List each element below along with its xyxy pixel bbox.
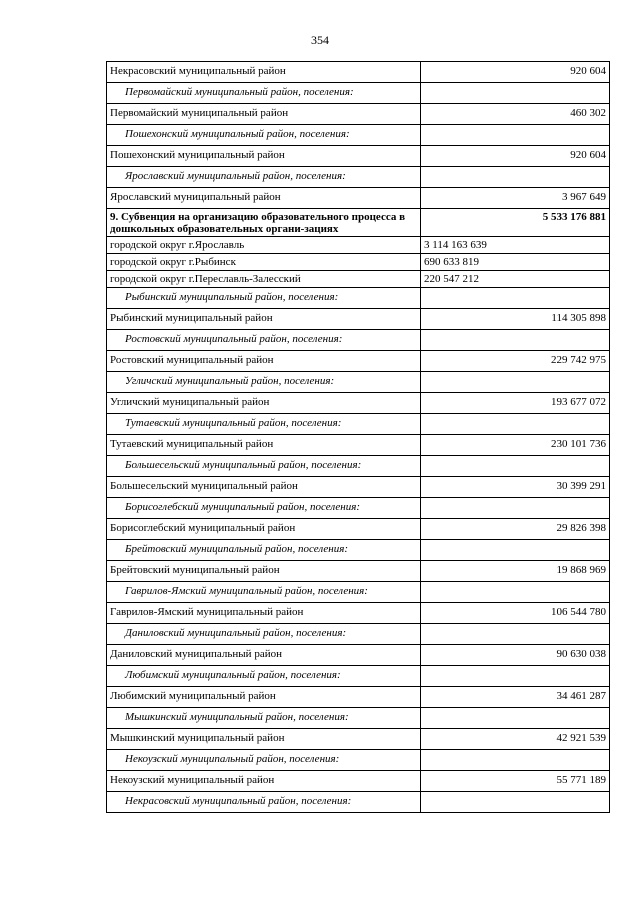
row-name-cell: Ростовский муниципальный район, поселения: — [107, 330, 421, 351]
row-amount-cell: 34 461 287 — [421, 687, 610, 708]
row-name-cell: Гаврилов-Ямский муниципальный район, поселения: — [107, 582, 421, 603]
row-amount-cell: 3 967 649 — [421, 188, 610, 209]
table-row — [107, 104, 610, 125]
subheader-row — [107, 414, 610, 435]
row-amount-cell — [421, 167, 610, 188]
row-amount-cell: 229 742 975 — [421, 351, 610, 372]
row-amount-cell — [421, 750, 610, 771]
row-amount-cell: 30 399 291 — [421, 477, 610, 498]
row-name-cell: Тутаевский муниципальный район — [107, 435, 421, 456]
table-row — [107, 188, 610, 209]
subheader-row — [107, 330, 610, 351]
row-name-cell: Ярославский муниципальный район, поселения: — [107, 167, 421, 188]
row-amount-cell: 920 604 — [421, 62, 610, 83]
row-amount-cell: 55 771 189 — [421, 771, 610, 792]
table-row — [107, 254, 610, 271]
table-row — [107, 561, 610, 582]
row-name-cell: Борисоглебский муниципальный район, поселения: — [107, 498, 421, 519]
table-row — [107, 603, 610, 624]
table-row — [107, 771, 610, 792]
row-name-cell: Некоузский муниципальный район, поселения: — [107, 750, 421, 771]
row-amount-cell — [421, 330, 610, 351]
row-name-cell: Большесельский муниципальный район, поселения: — [107, 456, 421, 477]
subheader-row — [107, 750, 610, 771]
row-amount-cell: 220 547 212 — [421, 271, 610, 288]
page-number: 354 — [311, 33, 329, 47]
subheader-row — [107, 288, 610, 309]
table-row — [107, 435, 610, 456]
subheader-row — [107, 498, 610, 519]
subheader-row — [107, 125, 610, 146]
row-name-cell: Некоузский муниципальный район — [107, 771, 421, 792]
row-name-cell: Гаврилов-Ямский муниципальный район — [107, 603, 421, 624]
table-row — [107, 393, 610, 414]
row-name-cell: Первомайский муниципальный район, поселения: — [107, 83, 421, 104]
row-amount-cell — [421, 498, 610, 519]
table-row — [107, 351, 610, 372]
subheader-row — [107, 167, 610, 188]
row-amount-cell: 920 604 — [421, 146, 610, 167]
subheader-row — [107, 540, 610, 561]
row-name-cell: Тутаевский муниципальный район, поселения: — [107, 414, 421, 435]
allocation-table-body — [107, 62, 610, 813]
row-amount-cell — [421, 666, 610, 687]
row-amount-cell: 90 630 038 — [421, 645, 610, 666]
row-name-cell: городской округ г.Ярославль — [107, 237, 421, 254]
row-name-cell: Угличский муниципальный район, поселения: — [107, 372, 421, 393]
subheader-row — [107, 624, 610, 645]
row-name-cell: городской округ г.Рыбинск — [107, 254, 421, 271]
row-name-cell: Брейтовский муниципальный район — [107, 561, 421, 582]
row-name-cell: Даниловский муниципальный район, поселения: — [107, 624, 421, 645]
subheader-row — [107, 372, 610, 393]
subheader-row — [107, 456, 610, 477]
row-amount-cell: 114 305 898 — [421, 309, 610, 330]
row-name-cell: Угличский муниципальный район — [107, 393, 421, 414]
row-amount-cell — [421, 414, 610, 435]
row-name-cell: Пошехонский муниципальный район, поселения: — [107, 125, 421, 146]
row-name-cell: 9. Субвенция на организацию образовательного процесса в дошкольных образовательных органи-зациях — [107, 209, 421, 237]
table-row — [107, 237, 610, 254]
row-amount-cell: 5 533 176 881 — [421, 209, 610, 237]
row-amount-cell: 690 633 819 — [421, 254, 610, 271]
row-name-cell: Брейтовский муниципальный район, поселения: — [107, 540, 421, 561]
section-header-row — [107, 209, 610, 237]
row-name-cell: Ростовский муниципальный район — [107, 351, 421, 372]
row-amount-cell: 460 302 — [421, 104, 610, 125]
row-amount-cell — [421, 708, 610, 729]
row-amount-cell — [421, 125, 610, 146]
subheader-row — [107, 666, 610, 687]
table-row — [107, 309, 610, 330]
row-amount-cell — [421, 372, 610, 393]
table-row — [107, 62, 610, 83]
table-row — [107, 645, 610, 666]
row-amount-cell — [421, 83, 610, 104]
row-name-cell: Некрасовский муниципальный район — [107, 62, 421, 83]
row-amount-cell — [421, 792, 610, 813]
row-name-cell: Любимский муниципальный район — [107, 687, 421, 708]
row-name-cell: Первомайский муниципальный район — [107, 104, 421, 125]
row-amount-cell — [421, 582, 610, 603]
table-row — [107, 519, 610, 540]
subheader-row — [107, 708, 610, 729]
subheader-row — [107, 582, 610, 603]
row-amount-cell: 106 544 780 — [421, 603, 610, 624]
row-amount-cell: 193 677 072 — [421, 393, 610, 414]
row-name-cell: Мышкинский муниципальный район, поселения: — [107, 708, 421, 729]
row-name-cell: Рыбинский муниципальный район, поселения: — [107, 288, 421, 309]
table-row — [107, 477, 610, 498]
row-name-cell: Рыбинский муниципальный район — [107, 309, 421, 330]
row-name-cell: Пошехонский муниципальный район — [107, 146, 421, 167]
row-amount-cell: 19 868 969 — [421, 561, 610, 582]
row-name-cell: Большесельский муниципальный район — [107, 477, 421, 498]
table-row — [107, 271, 610, 288]
row-amount-cell — [421, 540, 610, 561]
row-name-cell: Даниловский муниципальный район — [107, 645, 421, 666]
table-row — [107, 146, 610, 167]
row-amount-cell: 29 826 398 — [421, 519, 610, 540]
row-name-cell: Ярославский муниципальный район — [107, 188, 421, 209]
row-name-cell: Некрасовский муниципальный район, поселения: — [107, 792, 421, 813]
row-name-cell: Борисоглебский муниципальный район — [107, 519, 421, 540]
row-amount-cell: 230 101 736 — [421, 435, 610, 456]
row-amount-cell: 3 114 163 639 — [421, 237, 610, 254]
row-name-cell: городской округ г.Переславль-Залесский — [107, 271, 421, 288]
row-amount-cell — [421, 456, 610, 477]
table-row — [107, 687, 610, 708]
subheader-row — [107, 792, 610, 813]
row-amount-cell — [421, 624, 610, 645]
row-name-cell: Мышкинский муниципальный район — [107, 729, 421, 750]
allocation-table — [106, 61, 610, 813]
table-row — [107, 729, 610, 750]
row-name-cell: Любимский муниципальный район, поселения: — [107, 666, 421, 687]
subheader-row — [107, 83, 610, 104]
row-amount-cell: 42 921 539 — [421, 729, 610, 750]
row-amount-cell — [421, 288, 610, 309]
